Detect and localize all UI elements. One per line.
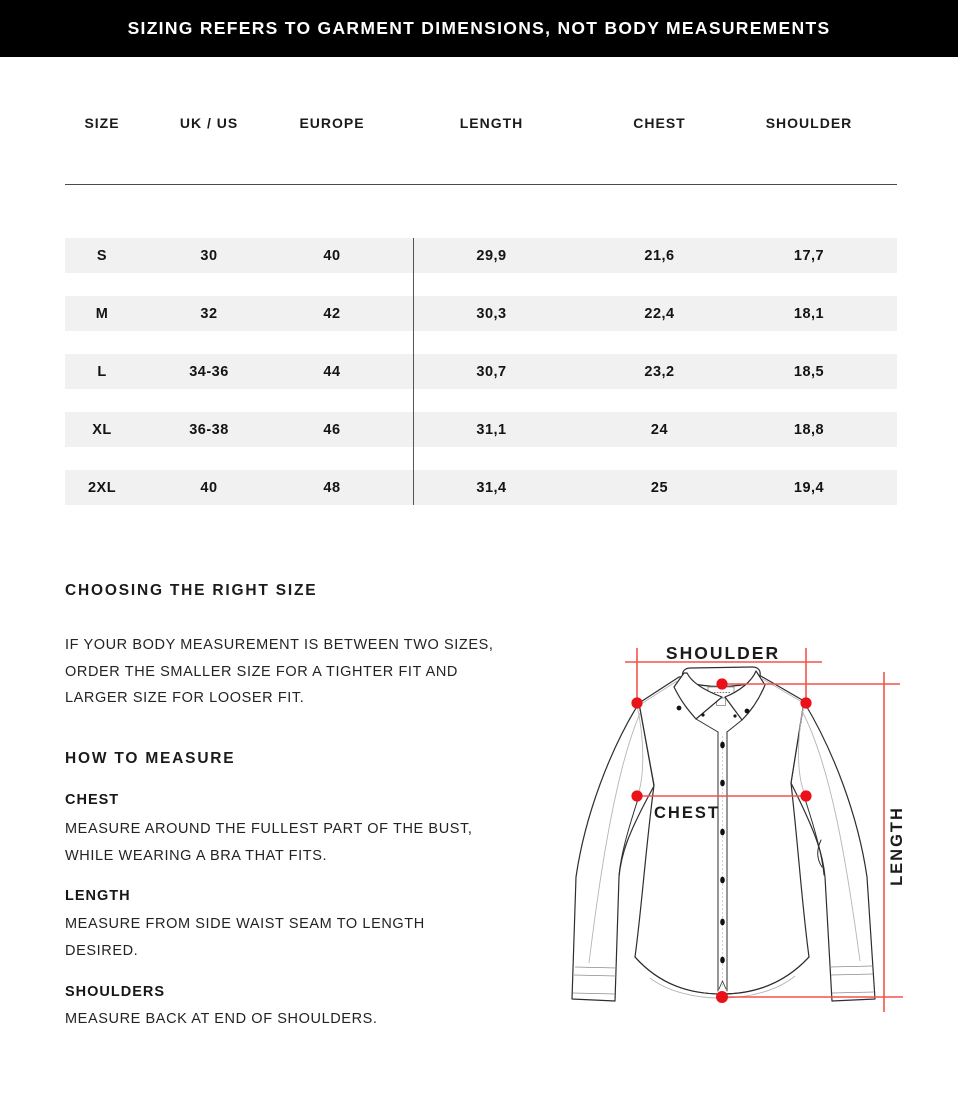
cell-length: 31,4 <box>476 479 507 496</box>
shirt-measurement-diagram <box>555 615 955 1040</box>
col-header-europe: EUROPE <box>299 115 365 131</box>
cell-uk-us: 40 <box>200 479 218 496</box>
paragraph-line: WHILE WEARING A BRA THAT FITS. <box>65 847 328 864</box>
how-to-measure-heading: HOW TO MEASURE <box>65 750 236 767</box>
cell-uk-us: 30 <box>200 247 218 264</box>
measure-chest-label: CHEST <box>65 792 120 808</box>
cell-uk-us: 34-36 <box>189 363 229 380</box>
table-row-xl <box>65 412 897 447</box>
cell-chest: 22,4 <box>644 305 675 322</box>
paragraph-line: ORDER THE SMALLER SIZE FOR A TIGHTER FIT AND <box>65 663 458 680</box>
col-header-shoulder: SHOULDER <box>765 115 853 131</box>
cell-chest: 21,6 <box>644 247 675 264</box>
cell-europe: 44 <box>323 363 341 380</box>
cell-length: 30,7 <box>476 363 507 380</box>
cell-size: S <box>96 247 108 264</box>
cell-europe: 40 <box>323 247 341 264</box>
measure-length-text <box>65 911 425 964</box>
measure-shoulders-text <box>65 1006 378 1033</box>
col-header-uk-us: UK / US <box>179 115 239 131</box>
shirt-body <box>619 675 824 998</box>
top-banner <box>0 0 958 57</box>
cell-size: L <box>97 363 107 380</box>
cell-size: 2XL <box>87 479 117 496</box>
measure-shoulders-label: SHOULDERS <box>65 984 166 1000</box>
cell-chest: 25 <box>650 479 669 496</box>
cell-length: 30,3 <box>476 305 507 322</box>
table-row-m <box>65 296 897 331</box>
paragraph-line: MEASURE FROM SIDE WAIST SEAM TO LENGTH <box>65 916 425 932</box>
col-header-length: LENGTH <box>459 115 524 131</box>
paragraph-line: MEASURE AROUND THE FULLEST PART OF THE BUST, <box>65 821 473 837</box>
size-table <box>65 105 897 496</box>
cell-chest: 23,2 <box>644 363 675 380</box>
table-row-s <box>65 238 897 273</box>
diagram-chest-label: CHEST <box>654 804 720 822</box>
cell-europe: 46 <box>323 421 341 438</box>
table-row-l <box>65 354 897 389</box>
cell-size: M <box>95 305 109 322</box>
cell-shoulder: 18,5 <box>793 363 825 380</box>
cell-uk-us: 36-38 <box>189 421 229 438</box>
choosing-size-heading: CHOOSING THE RIGHT SIZE <box>65 582 318 599</box>
cell-europe: 48 <box>323 479 341 496</box>
cell-shoulder: 17,7 <box>793 247 825 264</box>
size-table-body <box>65 238 897 505</box>
measure-length-label: LENGTH <box>65 888 131 904</box>
paragraph-line: IF YOUR BODY MEASUREMENT IS BETWEEN TWO SIZES, <box>65 637 494 653</box>
cell-shoulder: 19,4 <box>793 479 825 496</box>
header-divider-line <box>65 184 897 185</box>
paragraph-line: DESIRED. <box>65 942 139 959</box>
paragraph-line: LARGER SIZE FOR LOOSER FIT. <box>65 690 305 706</box>
cell-shoulder: 18,1 <box>793 305 825 322</box>
table-vertical-divider <box>413 238 414 505</box>
banner-text: SIZING REFERS TO GARMENT DIMENSIONS, NOT BODY MEASUREMENTS <box>127 18 831 38</box>
cell-length: 29,9 <box>476 247 507 264</box>
paragraph-line: MEASURE BACK AT END OF SHOULDERS. <box>65 1011 378 1027</box>
diagram-shoulder-label: SHOULDER <box>665 643 781 663</box>
choosing-size-paragraph <box>65 632 494 712</box>
diagram-length-label: LENGTH <box>888 806 906 886</box>
measure-chest-text <box>65 816 473 869</box>
col-header-size: SIZE <box>84 115 120 131</box>
size-table-header <box>65 115 897 131</box>
cell-chest: 24 <box>650 421 669 438</box>
cell-length: 31,1 <box>476 421 507 438</box>
cell-uk-us: 32 <box>200 305 218 322</box>
table-row-2xl <box>65 470 897 505</box>
cell-size: XL <box>92 421 112 438</box>
col-header-chest: CHEST <box>633 115 686 131</box>
cell-europe: 42 <box>323 305 341 322</box>
cell-shoulder: 18,8 <box>793 421 825 438</box>
